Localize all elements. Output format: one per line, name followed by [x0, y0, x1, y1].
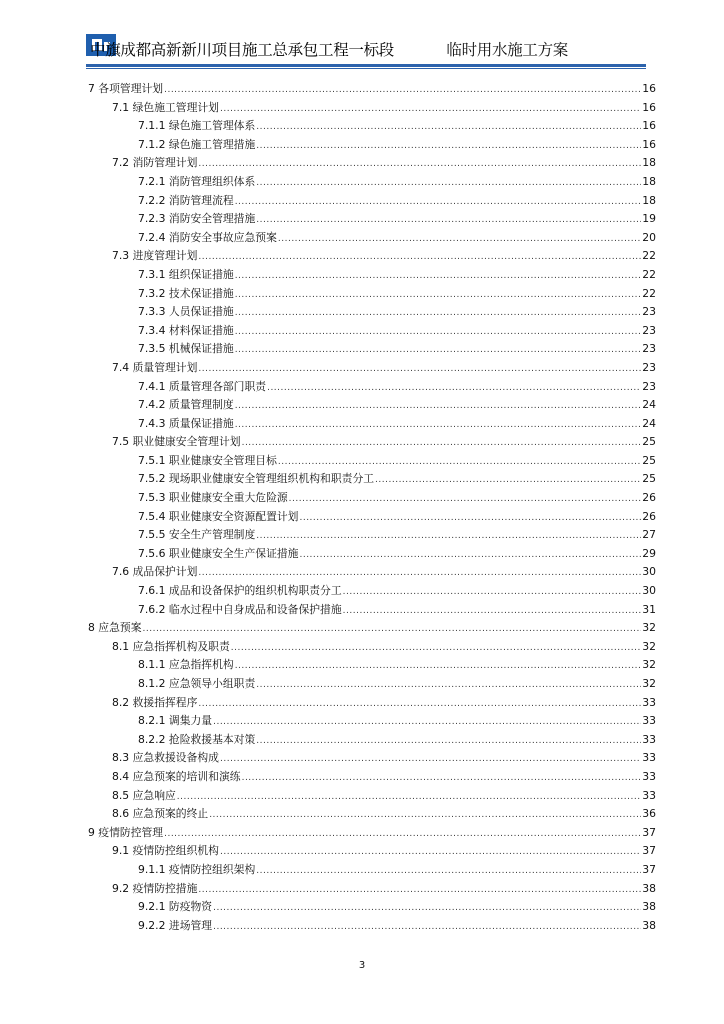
toc-entry[interactable]	[88, 582, 656, 601]
toc-leader-dots	[235, 267, 641, 286]
toc-entry[interactable]	[88, 396, 656, 415]
toc-entry-title: 7.4 质量管理计划	[112, 360, 198, 374]
toc-entry-title: 9 疫情防控管理	[88, 825, 164, 839]
toc-leader-dots	[256, 137, 641, 156]
toc-leader-dots	[256, 527, 641, 546]
toc-entry-title: 9.1.1 疫情防控组织架构	[138, 862, 256, 876]
toc-entry-title: 8.4 应急预案的培训和演练	[112, 769, 241, 783]
toc-entry-page: 32	[642, 639, 656, 653]
toc-entry-page: 24	[642, 416, 656, 430]
toc-leader-dots	[278, 230, 641, 249]
toc-entry-page: 37	[642, 862, 656, 876]
toc-entry-title: 7.6 成品保护计划	[112, 565, 198, 579]
toc-entry-page: 37	[642, 844, 656, 858]
toc-entry[interactable]	[88, 619, 656, 638]
toc-leader-dots	[231, 639, 641, 658]
toc-entry-page: 37	[642, 825, 656, 839]
project-title: 中旗成都高新新川项目施工总承包工程一标段	[90, 41, 395, 59]
toc-leader-dots	[220, 100, 641, 119]
toc-entry[interactable]	[88, 210, 656, 229]
toc-entry-title: 7.2.2 消防管理流程	[138, 193, 234, 207]
toc-leader-dots	[198, 360, 641, 379]
toc-entry-title: 7.5.3 职业健康安全重大危险源	[138, 491, 288, 505]
toc-entry[interactable]	[88, 824, 656, 843]
toc-leader-dots	[375, 471, 641, 490]
toc-leader-dots	[256, 174, 641, 193]
toc-entry-page: 25	[642, 435, 656, 449]
toc-entry-title: 7.6.1 成品和设备保护的组织机构职责分工	[138, 584, 342, 598]
toc-leader-dots	[164, 81, 641, 100]
toc-entry-title: 9.1 疫情防控组织机构	[112, 844, 219, 858]
toc-entry-title: 7.3.2 技术保证措施	[138, 286, 234, 300]
toc-entry-page: 19	[642, 212, 656, 226]
toc-leader-dots	[198, 695, 641, 714]
toc-leader-dots	[267, 379, 641, 398]
toc-leader-dots	[209, 806, 641, 825]
toc-entry-title: 7.3.3 人员保证措施	[138, 305, 234, 319]
toc-entry[interactable]	[88, 768, 656, 787]
toc-entry[interactable]	[88, 285, 656, 304]
toc-entry[interactable]	[88, 694, 656, 713]
toc-entry[interactable]	[88, 749, 656, 768]
toc-entry-title: 7.2.4 消防安全事故应急预案	[138, 230, 277, 244]
toc-leader-dots	[177, 788, 641, 807]
toc-entry[interactable]	[88, 266, 656, 285]
toc-entry-title: 7.5.4 职业健康安全资源配置计划	[138, 509, 299, 523]
toc-leader-dots	[278, 453, 641, 472]
toc-entry-page: 32	[642, 658, 656, 672]
toc-entry-page: 22	[642, 249, 656, 263]
toc-leader-dots	[213, 899, 641, 918]
toc-entry-title: 7.4.1 质量管理各部门职责	[138, 379, 267, 393]
toc-entry[interactable]	[88, 917, 656, 936]
toc-leader-dots	[235, 416, 641, 435]
toc-entry-page: 38	[642, 881, 656, 895]
toc-leader-dots	[299, 546, 641, 565]
toc-leader-dots	[256, 118, 641, 137]
toc-entry[interactable]	[88, 154, 656, 173]
toc-leader-dots	[235, 323, 641, 342]
toc-entry-page: 33	[642, 769, 656, 783]
toc-leader-dots	[220, 843, 641, 862]
toc-entry-title: 8.2.2 抢险救援基本对策	[138, 732, 256, 746]
toc-entry-title: 9.2.2 进场管理	[138, 918, 213, 932]
toc-entry[interactable]	[88, 378, 656, 397]
toc-leader-dots	[198, 564, 641, 583]
toc-entry[interactable]	[88, 340, 656, 359]
toc-entry-page: 36	[642, 807, 656, 821]
toc-entry[interactable]	[88, 117, 656, 136]
toc-entry[interactable]	[88, 601, 656, 620]
toc-entry-title: 7.3.5 机械保证措施	[138, 342, 234, 356]
toc-entry[interactable]	[88, 359, 656, 378]
toc-entry-page: 23	[642, 305, 656, 319]
toc-leader-dots	[235, 304, 641, 323]
toc-entry-page: 31	[642, 602, 656, 616]
toc-entry-page: 16	[642, 137, 656, 151]
toc-entry-page: 23	[642, 342, 656, 356]
toc-leader-dots	[198, 155, 641, 174]
toc-entry-title: 9.2.1 防疫物资	[138, 900, 213, 914]
toc-entry[interactable]	[88, 526, 656, 545]
toc-entry[interactable]	[88, 80, 656, 99]
toc-entry-title: 7.2 消防管理计划	[112, 156, 198, 170]
toc-entry[interactable]	[88, 415, 656, 434]
page-header	[86, 30, 646, 62]
page-number: 3	[358, 960, 366, 971]
toc-entry-page: 18	[642, 156, 656, 170]
toc-entry[interactable]	[88, 173, 656, 192]
toc-entry[interactable]	[88, 787, 656, 806]
toc-entry-page: 16	[642, 82, 656, 95]
document-title: 临时用水施工方案	[446, 41, 568, 59]
toc-entry[interactable]	[88, 638, 656, 657]
toc-entry-title: 7.2.3 消防安全管理措施	[138, 212, 256, 226]
toc-entry-title: 8 应急预案	[88, 621, 142, 635]
toc-entry[interactable]	[88, 99, 656, 118]
toc-entry[interactable]	[88, 136, 656, 155]
toc-entry-title: 7.6.2 临水过程中自身成品和设备保护措施	[138, 602, 342, 616]
toc-entry[interactable]	[88, 322, 656, 341]
toc-entry-page: 29	[642, 546, 656, 560]
toc-entry-title: 7 各项管理计划	[88, 82, 164, 95]
toc-entry-title: 7.1.2 绿色施工管理措施	[138, 137, 256, 151]
toc-leader-dots	[256, 676, 641, 695]
toc-leader-dots	[213, 713, 641, 732]
toc-entry-title: 7.5.1 职业健康安全管理目标	[138, 453, 277, 467]
toc-entry-page: 25	[642, 453, 656, 467]
toc-leader-dots	[289, 490, 641, 509]
toc-leader-dots	[213, 918, 641, 937]
toc-leader-dots	[164, 825, 641, 844]
toc-entry-title: 8.2 救援指挥程序	[112, 695, 198, 709]
toc-entry-page: 32	[642, 677, 656, 690]
toc-entry-title: 8.2.1 调集力量	[138, 714, 213, 728]
toc-entry-page: 27	[642, 528, 656, 542]
toc-entry-title: 7.2.1 消防管理组织体系	[138, 174, 256, 188]
toc-entry-title: 9.2 疫情防控措施	[112, 881, 198, 895]
toc-entry-title: 8.3 应急救援设备构成	[112, 751, 219, 765]
toc-leader-dots	[343, 583, 641, 602]
toc-entry[interactable]	[88, 433, 656, 452]
toc-leader-dots	[235, 341, 641, 360]
toc-leader-dots	[235, 397, 641, 416]
toc-entry-page: 16	[642, 100, 656, 114]
toc-entry-page: 32	[642, 621, 656, 635]
toc-entry-page: 30	[642, 565, 656, 579]
toc-entry[interactable]	[88, 731, 656, 750]
toc-entry-title: 7.4.2 质量管理制度	[138, 398, 234, 412]
toc-entry-title: 8.5 应急响应	[112, 788, 176, 802]
toc-entry-title: 7.5 职业健康安全管理计划	[112, 435, 241, 449]
toc-entry[interactable]	[88, 247, 656, 266]
toc-entry-page: 33	[642, 695, 656, 709]
toc-leader-dots	[256, 211, 641, 230]
toc-leader-dots	[256, 862, 641, 881]
toc-leader-dots	[235, 193, 641, 212]
toc-leader-dots	[256, 732, 641, 751]
toc-entry-title: 7.3.4 材料保证措施	[138, 323, 234, 337]
toc-leader-dots	[343, 602, 641, 621]
toc-entry-title: 7.1.1 绿色施工管理体系	[138, 119, 256, 133]
toc-entry-title: 7.5.5 安全生产管理制度	[138, 528, 256, 542]
toc-entry-title: 8.1 应急指挥机构及职责	[112, 639, 230, 653]
toc-entry-page: 23	[642, 323, 656, 337]
toc-entry[interactable]	[88, 452, 656, 471]
toc-entry-page: 26	[642, 509, 656, 523]
toc-entry[interactable]	[88, 545, 656, 564]
toc-leader-dots	[220, 750, 641, 769]
toc-leader-dots	[235, 286, 641, 305]
toc-entry[interactable]	[88, 842, 656, 861]
toc-entry-title: 8.6 应急预案的终止	[112, 807, 209, 821]
toc-leader-dots	[235, 657, 641, 676]
toc-entry[interactable]	[88, 229, 656, 248]
toc-leader-dots	[198, 248, 641, 267]
toc-entry[interactable]	[88, 470, 656, 489]
toc-entry-page: 25	[642, 472, 656, 486]
toc-entry[interactable]	[88, 805, 656, 824]
toc-entry[interactable]	[88, 861, 656, 880]
toc-entry[interactable]	[88, 898, 656, 917]
header-rule	[86, 64, 646, 67]
toc-entry-page: 33	[642, 714, 656, 728]
toc-entry-title: 8.1.2 应急领导小组职责	[138, 677, 256, 690]
toc-entry-page: 22	[642, 286, 656, 300]
toc-entry[interactable]	[88, 563, 656, 582]
toc-entry-page: 23	[642, 379, 656, 393]
toc-leader-dots	[198, 881, 641, 900]
toc-entry-page: 33	[642, 788, 656, 802]
toc-entry-title: 7.3.1 组织保证措施	[138, 267, 234, 281]
toc-leader-dots	[299, 509, 641, 528]
toc-entry-title: 7.5.6 职业健康安全生产保证措施	[138, 546, 299, 560]
toc-entry-page: 30	[642, 584, 656, 598]
toc-entry-page: 33	[642, 751, 656, 765]
toc-entry-title: 7.4.3 质量保证措施	[138, 416, 234, 430]
toc-entry[interactable]	[88, 303, 656, 322]
toc-entry-page: 22	[642, 267, 656, 281]
toc-entry[interactable]	[88, 508, 656, 527]
toc-leader-dots	[143, 620, 642, 639]
toc-entry-page: 38	[642, 918, 656, 932]
toc-entry[interactable]	[88, 712, 656, 731]
toc-entry-page: 23	[642, 360, 656, 374]
header-rule-thin	[86, 68, 646, 69]
table-of-contents	[88, 80, 656, 935]
toc-entry-title: 7.3 进度管理计划	[112, 249, 198, 263]
toc-entry-page: 38	[642, 900, 656, 914]
toc-entry-page: 20	[642, 230, 656, 244]
toc-entry[interactable]	[88, 656, 656, 675]
toc-leader-dots	[242, 769, 641, 788]
toc-entry-page: 26	[642, 491, 656, 505]
toc-leader-dots	[242, 434, 641, 453]
toc-entry-page: 33	[642, 732, 656, 746]
toc-entry-page: 18	[642, 193, 656, 207]
toc-entry-title: 7.1 绿色施工管理计划	[112, 100, 219, 114]
toc-entry-title: 8.1.1 应急指挥机构	[138, 658, 234, 672]
toc-entry-title: 7.5.2 现场职业健康安全管理组织机构和职责分工	[138, 472, 375, 486]
toc-entry-page: 24	[642, 398, 656, 412]
toc-entry-page: 16	[642, 119, 656, 133]
toc-entry[interactable]	[88, 192, 656, 211]
toc-entry[interactable]	[88, 675, 656, 694]
toc-entry-page: 18	[642, 174, 656, 188]
toc-entry[interactable]	[88, 489, 656, 508]
toc-entry[interactable]	[88, 880, 656, 899]
